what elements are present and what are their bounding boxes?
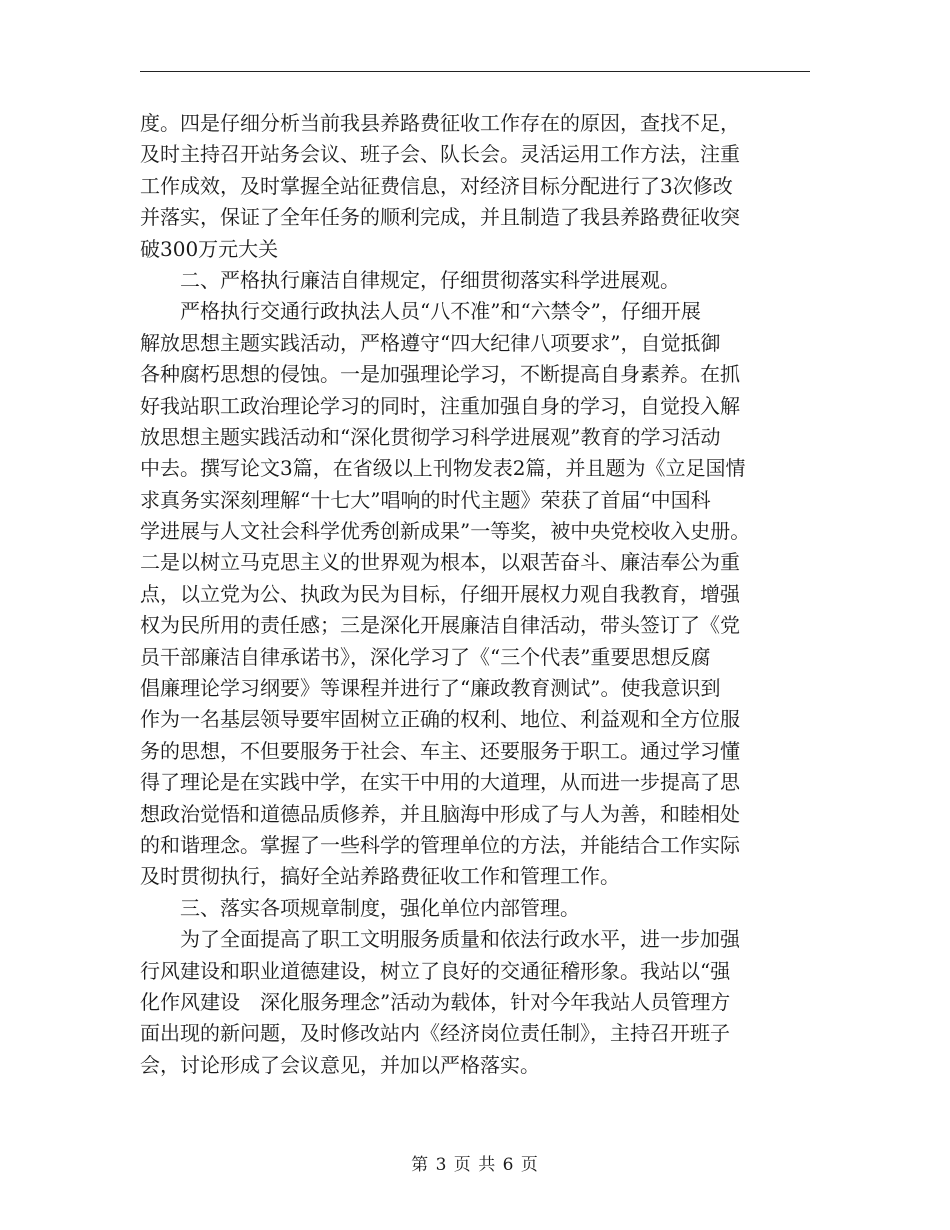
document-body bbox=[140, 108, 812, 1081]
text-line: 为了全面提高了职工文明服务质量和依法行政水平，进一步加强 bbox=[140, 927, 740, 952]
text-line: 务的思想，不但要服务于社会、车主、还要服务于职工。通过学习懂 bbox=[140, 738, 740, 763]
section-heading: 三、落实各项规章制度，强化单位内部管理。 bbox=[140, 895, 580, 920]
text-line: 工作成效，及时掌握全站征费信息，对经济目标分配进行了3次修改 bbox=[140, 173, 733, 198]
text-line: 想政治觉悟和道德品质修养，并且脑海中形成了与人为善，和睦相处 bbox=[140, 801, 740, 826]
text-line: 化作风建设 深化服务理念”活动为载体，针对今年我站人员管理方 bbox=[140, 989, 731, 1014]
text-line: 及时贯彻执行，搞好全站养路费征收工作和管理工作。 bbox=[140, 864, 620, 889]
text-line: 倡廉理论学习纲要》等课程并进行了“廉政教育测试”。使我意识到 bbox=[140, 676, 721, 701]
text-line: 二是以树立马克思主义的世界观为根本，以艰苦奋斗、廉洁奉公为重 bbox=[140, 550, 740, 575]
text-line: 学进展与人文社会科学优秀创新成果”一等奖，被中央党校收入史册。 bbox=[140, 519, 751, 544]
text-line: 员干部廉洁自律承诺书》，深化学习了《“三个代表”重要思想反腐 bbox=[140, 644, 711, 669]
text-line: 行风建设和职业道德建设，树立了良好的交通征稽形象。我站以“强 bbox=[140, 958, 731, 983]
page-number-footer: 第 3 页 共 6 页 bbox=[411, 1155, 539, 1175]
text-line: 各种腐朽思想的侵蚀。一是加强理论学习，不断提高自身素养。在抓 bbox=[140, 362, 740, 387]
text-line: 的和谐理念。掌握了一些科学的管理单位的方法，并能结合工作实际 bbox=[140, 832, 740, 857]
text-line: 点，以立党为公、执政为民为目标，仔细开展权力观自我教育，增强 bbox=[140, 581, 740, 606]
text-line: 放思想主题实践活动和“深化贯彻学习科学进展观”教育的学习活动 bbox=[140, 424, 721, 449]
text-line: 求真务实深刻理解“十七大”唱响的时代主题》荣获了首届“中国科 bbox=[140, 487, 711, 512]
text-line: 得了理论是在实践中学，在实干中用的大道理，从而进一步提高了思 bbox=[140, 770, 740, 795]
text-line: 作为一名基层领导要牢固树立正确的权利、地位、利益观和全方位服 bbox=[140, 707, 740, 732]
text-line: 中去。撰写论文3篇，在省级以上刊物发表2篇，并且题为《立足国情 bbox=[140, 456, 746, 481]
text-line: 好我站职工政治理论学习的同时，注重加强自身的学习，自觉投入解 bbox=[140, 393, 740, 418]
section-heading: 二、严格执行廉洁自律规定，仔细贯彻落实科学进展观。 bbox=[140, 267, 680, 292]
text-line: 破300万元大关 bbox=[140, 236, 279, 261]
header-rule bbox=[140, 71, 810, 72]
text-line: 权为民所用的责任感；三是深化开展廉洁自律活动，带头签订了《党 bbox=[140, 613, 740, 638]
text-line: 解放思想主题实践活动，严格遵守“四大纪律八项要求”，自觉抵御 bbox=[140, 330, 721, 355]
text-line: 度。四是仔细分析当前我县养路费征收工作存在的原因，查找不足， bbox=[140, 111, 740, 135]
text-line: 严格执行交通行政执法人员“八不准”和“六禁令”，仔细开展 bbox=[140, 299, 701, 324]
text-line: 会，讨论形成了会议意见，并加以严格落实。 bbox=[140, 1052, 540, 1077]
text-line: 并落实，保证了全年任务的顺利完成，并且制造了我县养路费征收突 bbox=[140, 205, 740, 230]
text-line: 面出现的新问题，及时修改站内《经济岗位责任制》，主持召开班子 bbox=[140, 1021, 730, 1046]
text-line: 及时主持召开站务会议、班子会、队长会。灵活运用工作方法，注重 bbox=[140, 142, 740, 167]
